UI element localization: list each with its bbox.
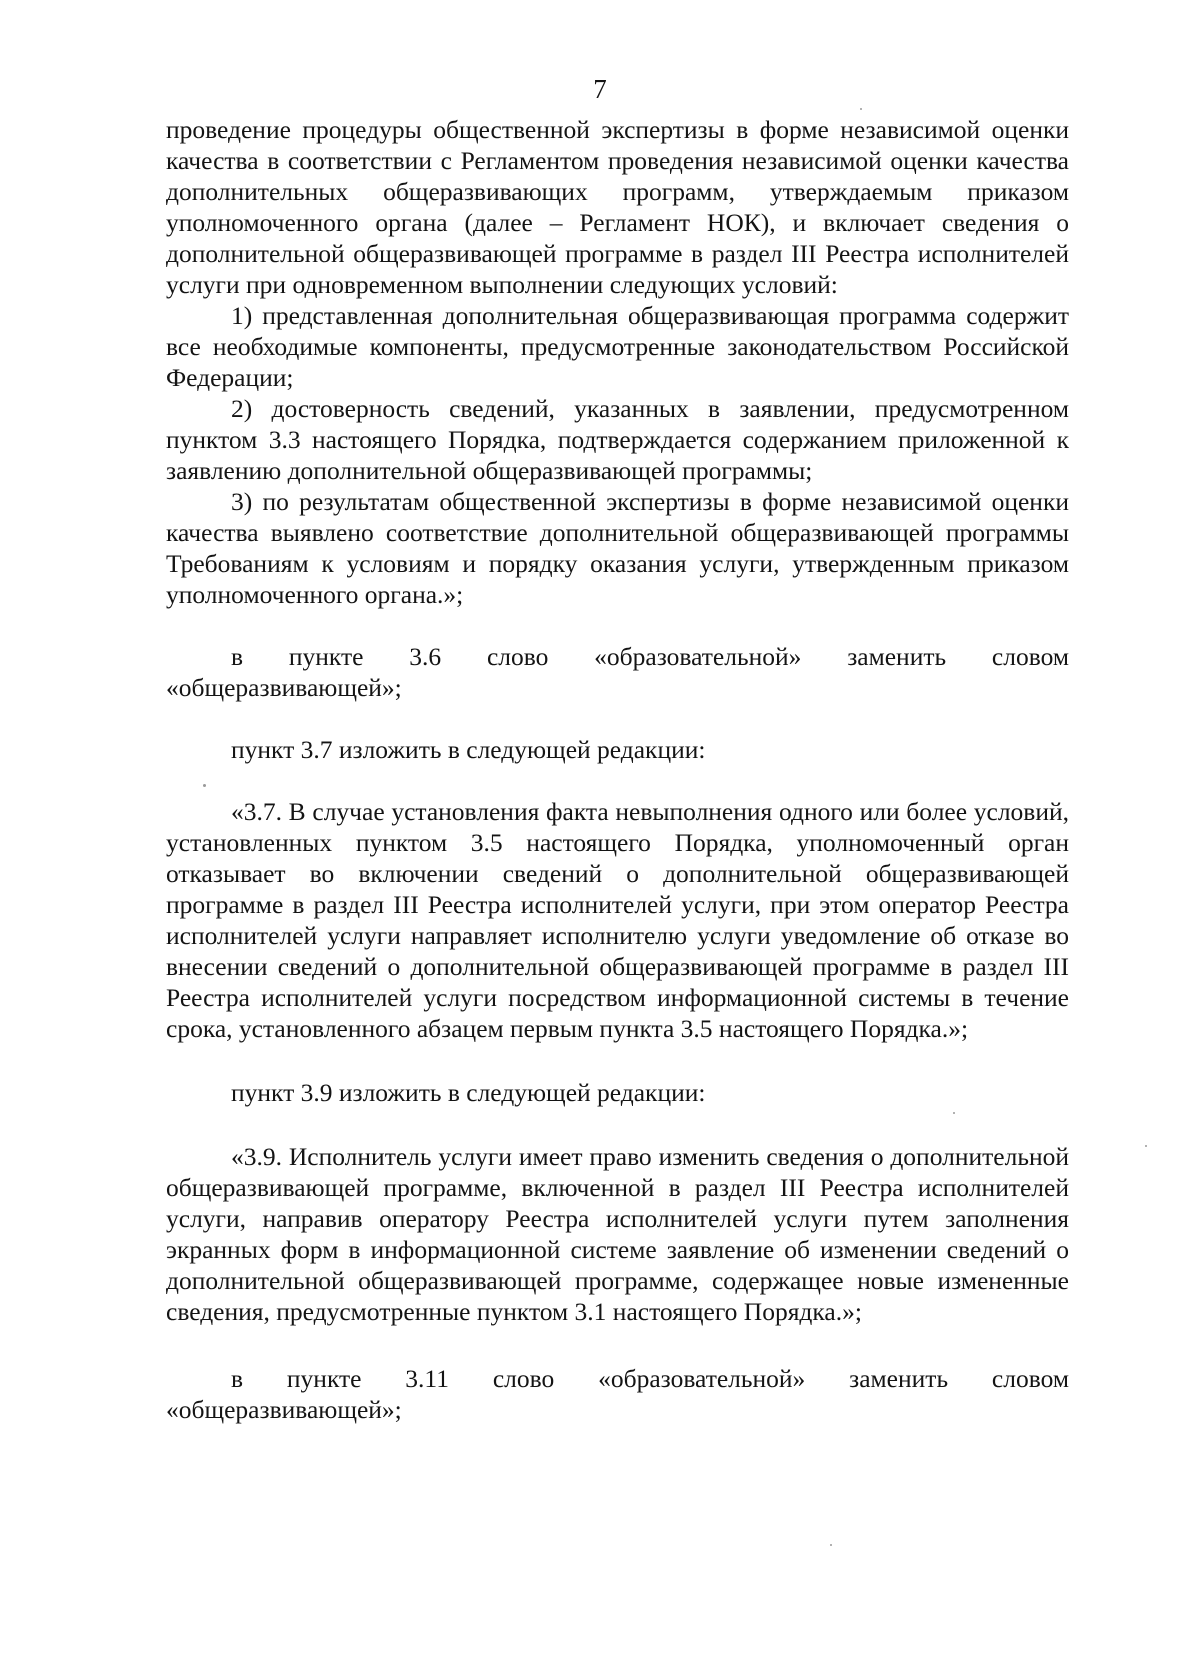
- amendment-point-3-6: в пункте 3.6 слово «образовательной» заменить словом «общеразвивающей»;: [166, 642, 1069, 702]
- paragraph-continuation: проведение процедуры общественной экспертизы в форме независимой оценки качества в соответствии с Регламентом проведения независимой оценки качества дополнительных общеразвивающих программ, утверждаемым приказом уполномоченного органа (далее – Регламент НОК), и включает сведения о дополнительной общеразвивающей программе в раздел III Реестра исполнителей услуги при одновременном выполнении следующих условий:: [166, 115, 1069, 299]
- amendment-point-3-9-intro: пункт 3.9 изложить в следующей редакции:: [231, 1078, 706, 1107]
- condition-item-2: 2) достоверность сведений, указанных в заявлении, предусмотренном пунктом 3.3 настоящего Порядка, подтверждается содержанием приложенной к заявлению дополнительной общеразвивающей программы;: [166, 394, 1069, 485]
- scan-speck: [953, 1112, 955, 1114]
- amendment-point-3-7-intro: пункт 3.7 изложить в следующей редакции:: [231, 735, 706, 764]
- document-body: [166, 114, 1069, 1425]
- amendment-point-3-11: в пункте 3.11 слово «образовательной» заменить словом «общеразвивающей»;: [166, 1364, 1069, 1424]
- condition-item-3: 3) по результатам общественной экспертизы в форме независимой оценки качества выявлено соответствие дополнительной общеразвивающей программы Требованиям к условиям и порядку оказания услуги, утвержденным приказом уполномоченного органа.»;: [166, 487, 1069, 609]
- page-number: 7: [593, 74, 607, 104]
- scan-speck: [860, 108, 862, 110]
- amendment-point-3-7-text: «3.7. В случае установления факта невыполнения одного или более условий, установленных пунктом 3.5 настоящего Порядка, уполномоченный орган отказывает во включении сведений о дополнительной общеразвивающей программе в раздел III Реестра исполнителей услуги, при этом оператор Реестра исполнителей услуги направляет исполнителю услуги уведомление об отказе во внесении сведений о дополнительной общеразвивающей программе в раздел III Реестра исполнителей услуги посредством информационной системы в течение срока, установленного абзацем первым пункта 3.5 настоящего Порядка.»;: [166, 797, 1069, 1043]
- amendment-point-3-9-text: «3.9. Исполнитель услуги имеет право изменить сведения о дополнительной общеразвивающей программе, включенной в раздел III Реестра исполнителей услуги, направив оператору Реестра исполнителей услуги путем заполнения экранных форм в информационной системе заявление об изменении сведений о дополнительной общеразвивающей программе, содержащее новые измененные сведения, предусмотренные пунктом 3.1 настоящего Порядка.»;: [166, 1142, 1069, 1326]
- scan-speck: [203, 784, 206, 787]
- condition-item-1: 1) представленная дополнительная общеразвивающая программа содержит все необходимые компоненты, предусмотренные законодательством Российской Федерации;: [166, 301, 1069, 392]
- scan-speck: [1145, 1145, 1147, 1147]
- scan-speck: [830, 1544, 832, 1546]
